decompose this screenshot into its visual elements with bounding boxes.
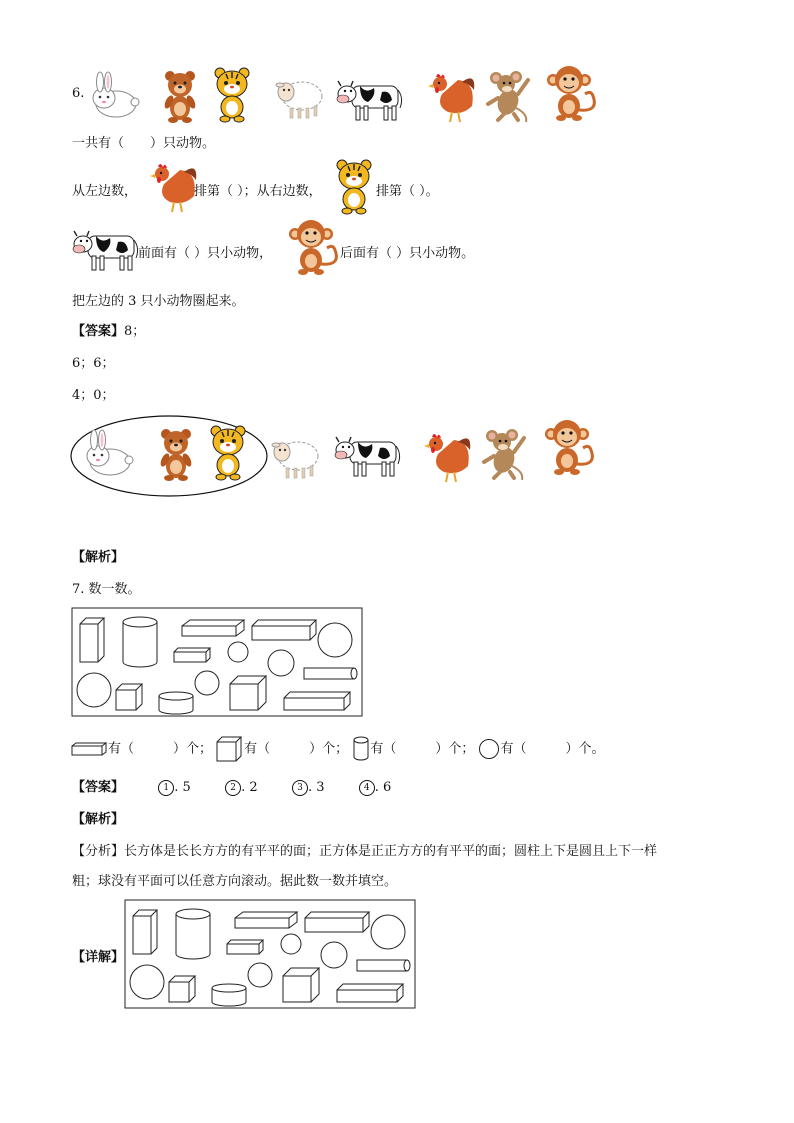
analysis-text-line1: 【分析】长方体是长长方方的有平平的面；正方体是正正方方的有平平的面；圆柱上下是圆且上下一样 bbox=[72, 844, 658, 859]
tiger-inline-image bbox=[334, 158, 376, 214]
monkey-image bbox=[547, 66, 594, 121]
question-6-answer bbox=[72, 320, 145, 339]
question-6-number: 6. bbox=[72, 86, 85, 101]
hen-inline-image bbox=[150, 160, 196, 214]
answer-value-3: 4；0； bbox=[72, 388, 115, 403]
answer-label: 【答案】 bbox=[72, 324, 125, 339]
answer-animal-row bbox=[70, 412, 610, 502]
hen-image bbox=[428, 74, 474, 122]
cube-count-label: 有（ ）个； bbox=[244, 741, 349, 757]
question-7-title bbox=[72, 578, 141, 597]
answer-mark-2: 2 bbox=[225, 780, 241, 796]
cylinder-icon bbox=[352, 736, 370, 762]
sheep-image bbox=[276, 82, 322, 118]
question-6-analysis-label: 【解析】 bbox=[72, 550, 125, 565]
analysis-text-line2: 粗；球没有平面可以任意方向滚动。据此数一数并填空。 bbox=[72, 874, 398, 889]
answer-4-value: . 6 bbox=[374, 780, 392, 795]
cuboid-icon bbox=[72, 742, 108, 756]
question-6-line1: 一共有（ ）只动物。 bbox=[72, 136, 216, 151]
question-6-line2-mid: 排第（ ）；从右边数， bbox=[194, 184, 322, 199]
question-7-answer bbox=[72, 776, 391, 796]
question-7-analysis-label: 【解析】 bbox=[72, 812, 125, 827]
animal-row bbox=[88, 66, 608, 128]
cow-inline-image bbox=[72, 222, 140, 274]
answer-2-value: . 2 bbox=[241, 780, 258, 795]
question-6-line2-left: 从左边数， bbox=[72, 184, 138, 199]
cube-icon bbox=[216, 736, 244, 762]
question-6-line2-right: 排第（ ）。 bbox=[376, 184, 439, 199]
cow-image bbox=[337, 81, 402, 120]
mouse-image bbox=[488, 71, 528, 122]
detail-label: 【详解】 bbox=[72, 950, 125, 965]
answer-mark-3: 3 bbox=[292, 780, 308, 796]
answer-value-2: 6；6； bbox=[72, 356, 115, 371]
cuboid-count-label: 有（ ）个； bbox=[108, 741, 213, 757]
question-7-prompt: 数一数。 bbox=[88, 582, 141, 597]
answer-label: 【答案】 bbox=[72, 780, 125, 795]
bear-image bbox=[163, 71, 197, 123]
question-6-line4: 把左边的 3 只小动物圈起来。 bbox=[72, 294, 245, 309]
answer-value-1: 8； bbox=[124, 324, 146, 339]
answer-3-value: . 3 bbox=[307, 780, 325, 795]
rabbit-image bbox=[93, 72, 139, 117]
answer-mark-1: 1 bbox=[158, 780, 174, 796]
sphere-count-label: 有（ ）个。 bbox=[500, 741, 605, 757]
shapes-panel-detail bbox=[125, 900, 417, 1010]
answer-1-value: . 5 bbox=[174, 780, 191, 795]
answer-mark-4: 4 bbox=[359, 780, 375, 796]
cylinder-count-label: 有（ ）个； bbox=[370, 741, 475, 757]
count-row bbox=[72, 736, 604, 762]
sphere-icon bbox=[478, 738, 500, 760]
tiger-image bbox=[215, 68, 249, 122]
question-6-line3-right: 后面有（ ）只小动物。 bbox=[340, 246, 475, 261]
question-6-line3-left: 前面有（ ）只小动物， bbox=[138, 246, 273, 261]
monkey-inline-image bbox=[288, 220, 344, 278]
question-7-number: 7. bbox=[72, 582, 85, 597]
shapes-panel bbox=[72, 608, 364, 718]
